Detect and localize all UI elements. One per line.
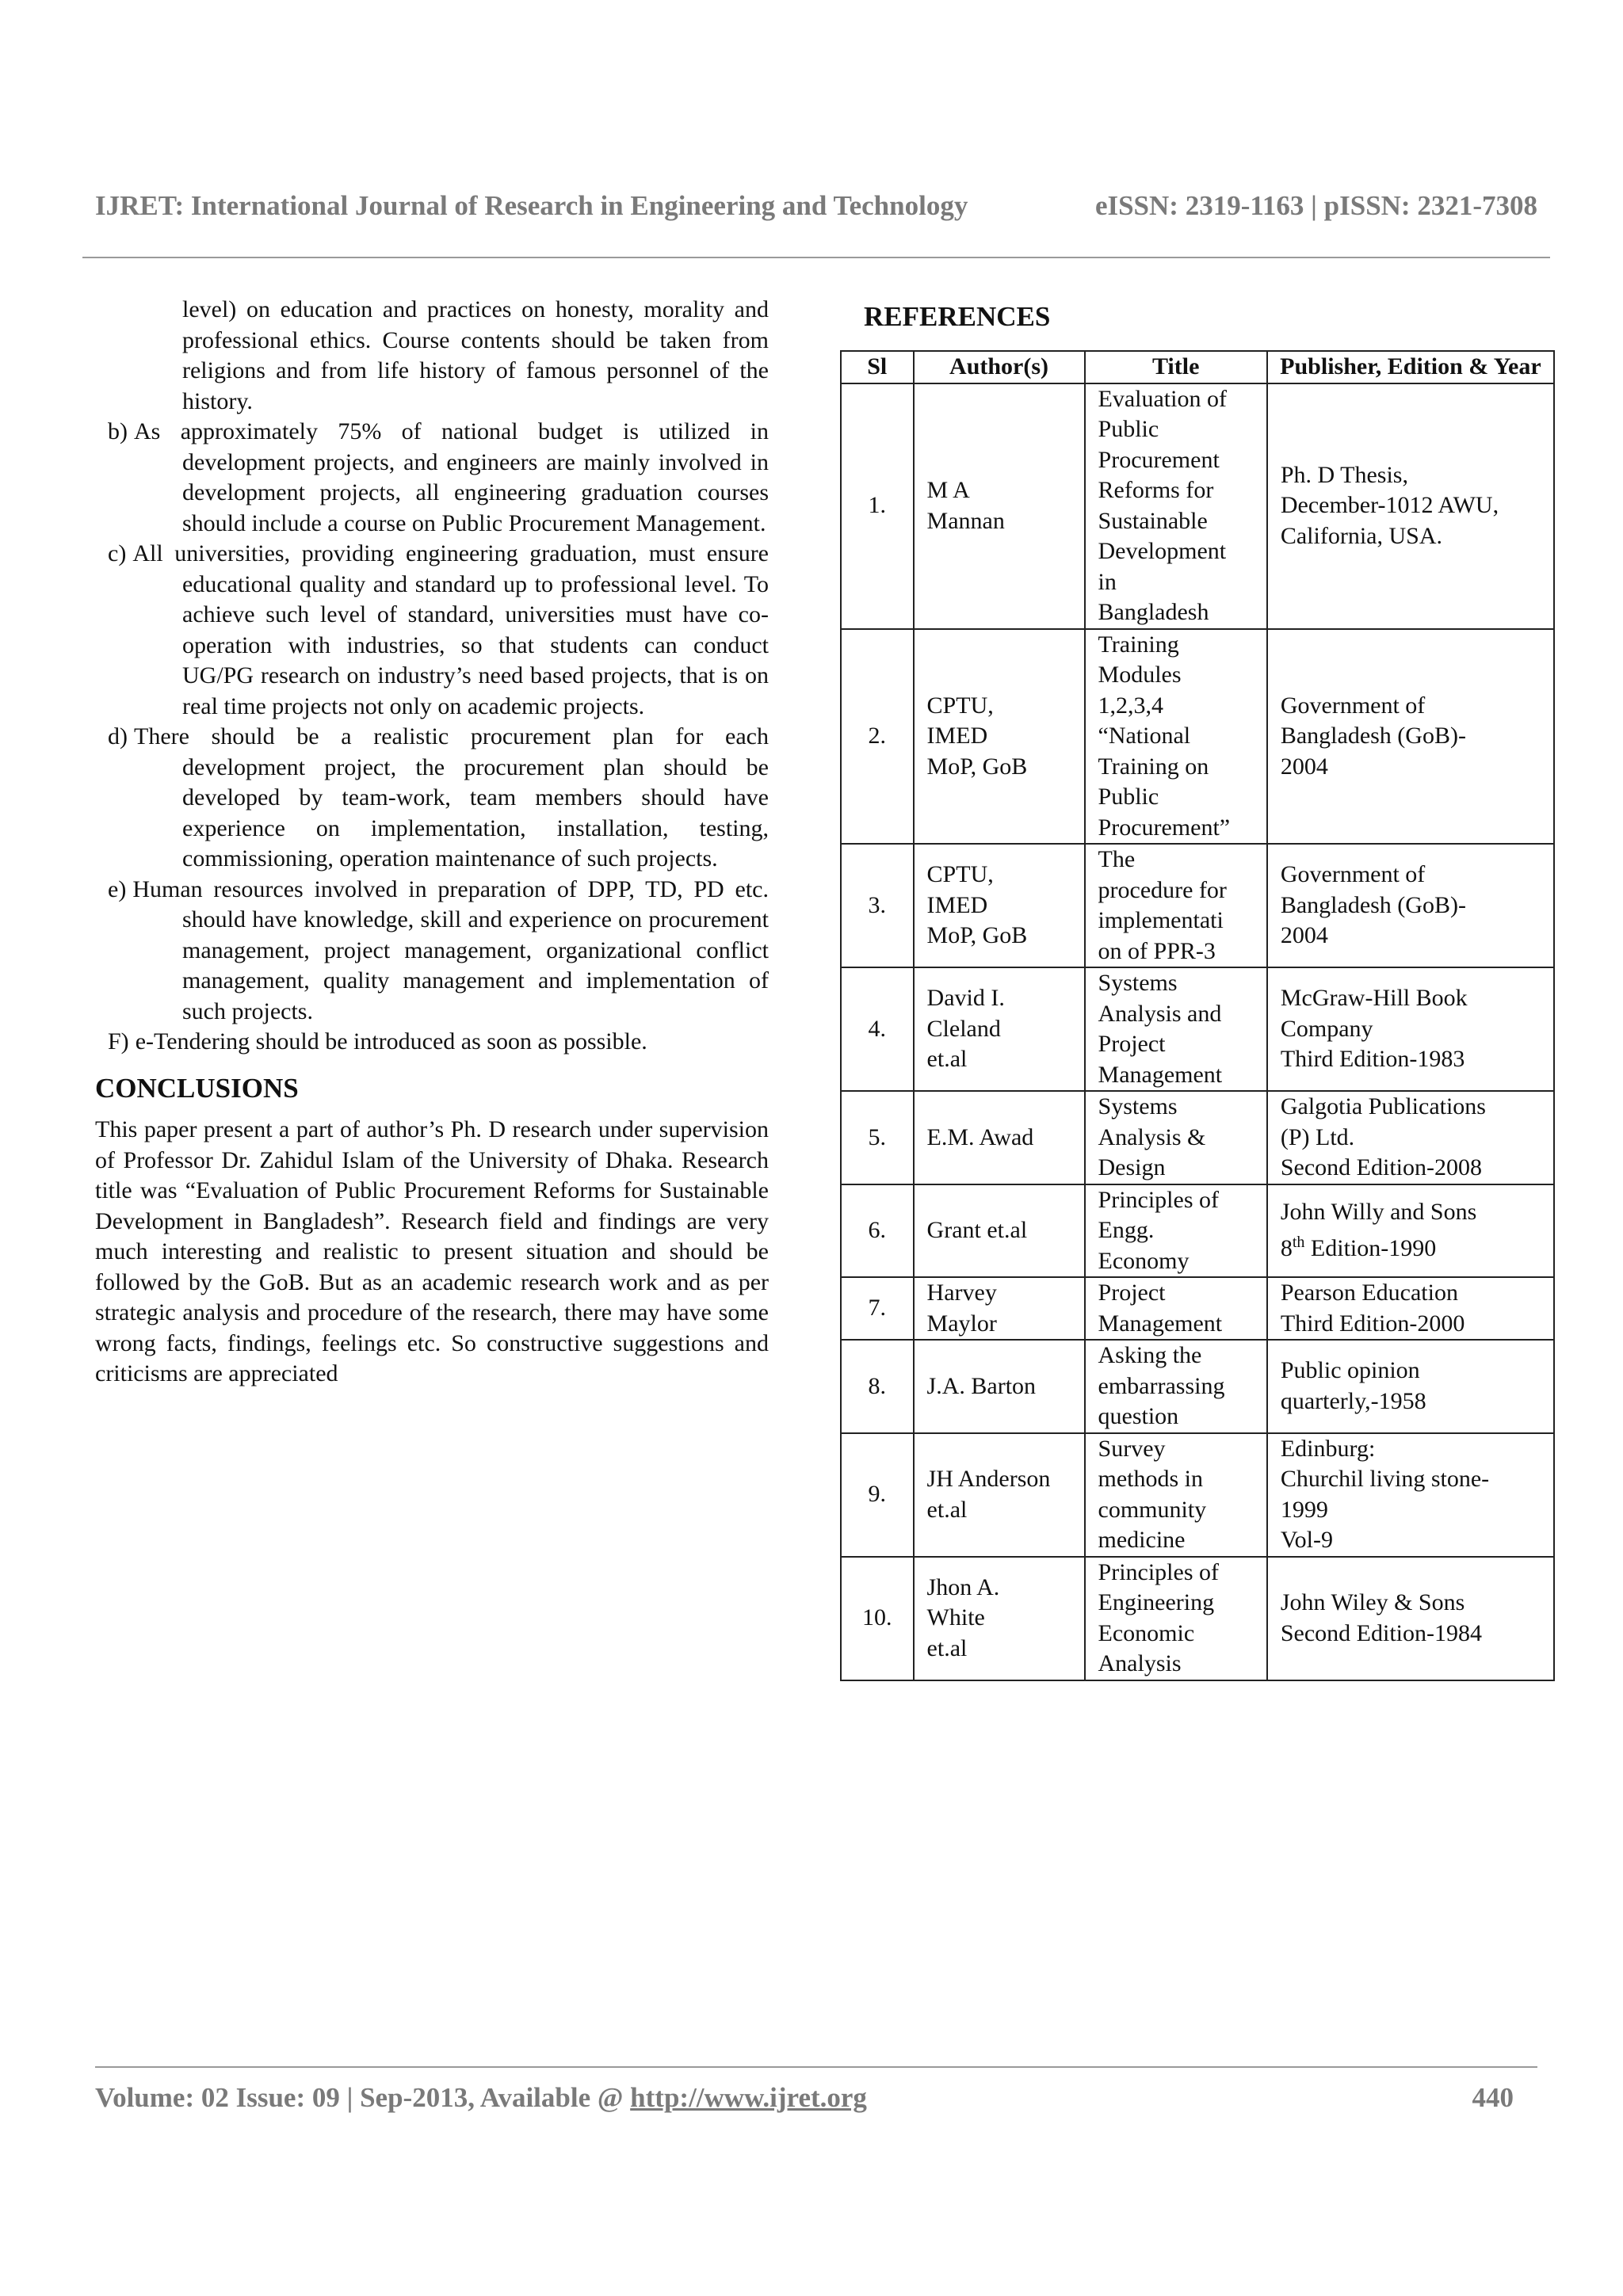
cell-publisher bbox=[1267, 1557, 1554, 1680]
table-row bbox=[841, 629, 1554, 845]
left-column bbox=[95, 295, 769, 1390]
cell-author-line: Grant et.al bbox=[926, 1217, 1028, 1243]
cell-author bbox=[914, 1091, 1085, 1184]
cell-title-line: Analysis bbox=[1098, 1650, 1182, 1676]
cell-title-line: Design bbox=[1098, 1154, 1166, 1180]
cell-title-line: Procurement” bbox=[1098, 814, 1231, 841]
right-column bbox=[840, 295, 1555, 1681]
cell-publisher-line: Second Edition-2008 bbox=[1280, 1154, 1482, 1180]
list-item-label: e) bbox=[108, 875, 127, 902]
table-header-row bbox=[841, 351, 1554, 383]
cell-publisher-line: Third Edition-2000 bbox=[1280, 1310, 1465, 1337]
cell-title-line: “National bbox=[1098, 723, 1191, 749]
recommendation-list bbox=[95, 417, 769, 1058]
cell-publisher-line: Public opinion bbox=[1280, 1357, 1420, 1384]
references-table-body bbox=[841, 383, 1554, 1680]
cell-author bbox=[914, 1184, 1085, 1278]
cell-sl: 7. bbox=[841, 1277, 914, 1340]
cell-title-line: Systems bbox=[1098, 1093, 1178, 1119]
cell-publisher-line: Government of bbox=[1280, 692, 1426, 719]
cell-publisher-line: McGraw-Hill Book bbox=[1280, 985, 1468, 1012]
cell-publisher-line: Company bbox=[1280, 1015, 1373, 1042]
cell-publisher-line: Bangladesh (GoB)- bbox=[1280, 723, 1466, 749]
cell-publisher bbox=[1267, 844, 1554, 967]
cell-publisher-line: Edinburg: bbox=[1280, 1435, 1376, 1462]
cell-sl: 6. bbox=[841, 1184, 914, 1278]
table-row bbox=[841, 1433, 1554, 1557]
table-row bbox=[841, 1557, 1554, 1680]
cell-author-line: MoP, GoB bbox=[926, 922, 1028, 949]
cell-sl: 8. bbox=[841, 1340, 914, 1433]
conclusions-paragraph: This paper present a part of author’s Ph. D research under supervision of Professor Dr. Zahidul Islam of the University of Dhaka. Research title was “Evaluation of Public Procurement Reforms for Sustainable Development in Bangladesh”. Research field and findings are very much interesting and realistic to present situation and should be followed by the GoB. But as an academic research work and as per strategic analysis and procedure of the research, there may have some wrong facts, findings, feelings etc. So constructive suggestions and criticisms are appreciated bbox=[95, 1116, 769, 1386]
list-item bbox=[108, 539, 769, 722]
cell-publisher-line: Vol-9 bbox=[1280, 1527, 1333, 1553]
cell-publisher-line: Churchil living stone- bbox=[1280, 1466, 1490, 1492]
cell-title-line: Management bbox=[1098, 1061, 1223, 1088]
running-footer bbox=[95, 2082, 1514, 2114]
cell-title-line: medicine bbox=[1098, 1527, 1186, 1553]
cell-title-line: Survey bbox=[1098, 1435, 1166, 1462]
cell-author-line: Cleland bbox=[926, 1015, 1001, 1042]
cell-publisher-line: 2004 bbox=[1280, 922, 1328, 949]
list-item-text: All universities, providing engineering graduation, must ensure educational quality and standard up to professional level. To achieve such level of standard, universities must have co-operation with industries, so that students can conduct UG/PG research on industry’s need based projects, that is on real time projects not only on academic projects. bbox=[132, 540, 769, 719]
cell-author-line: IMED bbox=[926, 723, 988, 749]
cell-author bbox=[914, 1277, 1085, 1340]
cell-author-line: JH Anderson bbox=[926, 1466, 1051, 1492]
cell-author bbox=[914, 967, 1085, 1091]
list-item-label: F) bbox=[108, 1028, 129, 1055]
cell-title-line: Development bbox=[1098, 538, 1227, 564]
cell-title-line: Evaluation of bbox=[1098, 385, 1227, 412]
cell-publisher-line: quarterly,-1958 bbox=[1280, 1387, 1426, 1414]
page-number: 440 bbox=[1472, 2082, 1514, 2113]
cell-title-line: Systems bbox=[1098, 970, 1178, 996]
table-row bbox=[841, 1340, 1554, 1433]
list-item-text: e-Tendering should be introduced as soon as possible. bbox=[135, 1028, 647, 1055]
cell-publisher bbox=[1267, 1091, 1554, 1184]
cell-title-line: Reforms for bbox=[1098, 477, 1214, 503]
cell-title-line: Project bbox=[1098, 1031, 1166, 1057]
cell-title-line: on of PPR-3 bbox=[1098, 937, 1216, 964]
cell-title-line: Public bbox=[1098, 784, 1159, 810]
cell-publisher-line: Bangladesh (GoB)- bbox=[1280, 891, 1466, 918]
cell-author bbox=[914, 844, 1085, 967]
cell-publisher-line: Ph. D Thesis, bbox=[1280, 461, 1408, 488]
cell-publisher-line: Government of bbox=[1280, 861, 1426, 888]
cell-publisher-line: John Wiley & Sons bbox=[1280, 1589, 1465, 1615]
cell-title-line: methods in bbox=[1098, 1466, 1204, 1492]
column-header-sl: Sl bbox=[841, 351, 914, 383]
cell-title bbox=[1085, 1277, 1267, 1340]
list-item bbox=[108, 417, 769, 539]
cell-publisher-line: December-1012 AWU, bbox=[1280, 492, 1499, 519]
cell-sl: 5. bbox=[841, 1091, 914, 1184]
cell-author-line: David I. bbox=[926, 985, 1005, 1012]
cell-title bbox=[1085, 1340, 1267, 1433]
cell-publisher-line: California, USA. bbox=[1280, 522, 1442, 549]
cell-author bbox=[914, 383, 1085, 629]
cell-title bbox=[1085, 383, 1267, 629]
cell-author bbox=[914, 1340, 1085, 1433]
cell-title bbox=[1085, 844, 1267, 967]
cell-title-line: embarrassing bbox=[1098, 1372, 1225, 1399]
cell-publisher-line: Pearson Education bbox=[1280, 1280, 1458, 1306]
cell-author-line: IMED bbox=[926, 891, 988, 918]
cell-sl: 10. bbox=[841, 1557, 914, 1680]
cell-publisher-line: Second Edition-1984 bbox=[1280, 1619, 1482, 1646]
cell-publisher bbox=[1267, 1277, 1554, 1340]
cell-title bbox=[1085, 1557, 1267, 1680]
cell-title-line: Management bbox=[1098, 1310, 1223, 1337]
cell-title-line: Public bbox=[1098, 416, 1159, 442]
conclusions-heading: CONCLUSIONS bbox=[95, 1072, 299, 1104]
cell-title-line: Economy bbox=[1098, 1247, 1190, 1274]
cell-title-line: Training bbox=[1098, 631, 1179, 658]
table-row bbox=[841, 1184, 1554, 1278]
cell-author-line: CPTU, bbox=[926, 861, 994, 888]
cell-title bbox=[1085, 967, 1267, 1091]
cell-title-line: implementati bbox=[1098, 907, 1224, 933]
cell-author bbox=[914, 1433, 1085, 1557]
cell-publisher bbox=[1267, 967, 1554, 1091]
cell-title bbox=[1085, 1091, 1267, 1184]
column-header-title: Title bbox=[1085, 351, 1267, 383]
cell-author-line: Maylor bbox=[926, 1310, 997, 1337]
cell-sl: 2. bbox=[841, 629, 914, 845]
cell-title-line: Principles of bbox=[1098, 1558, 1219, 1585]
cell-author-line: et.al bbox=[926, 1496, 968, 1523]
cell-title-line: Training on bbox=[1098, 753, 1209, 780]
cell-title-line: question bbox=[1098, 1403, 1179, 1429]
cell-sl: 4. bbox=[841, 967, 914, 1091]
cell-publisher bbox=[1267, 1433, 1554, 1557]
list-item bbox=[108, 875, 769, 1028]
list-item-label: c) bbox=[108, 540, 127, 566]
cell-publisher-line: 8th Edition-1990 bbox=[1280, 1234, 1437, 1262]
cell-publisher-line: 2004 bbox=[1280, 753, 1328, 780]
cell-author-line: J.A. Barton bbox=[926, 1372, 1037, 1399]
references-heading: REFERENCES bbox=[864, 301, 1051, 332]
references-table bbox=[840, 350, 1555, 1681]
volume-text: Volume: 02 Issue: 09 | Sep-2013, Available @ bbox=[95, 2082, 631, 2113]
cell-title-line: Sustainable bbox=[1098, 507, 1208, 534]
cell-author-line: CPTU, bbox=[926, 692, 994, 719]
list-item bbox=[108, 722, 769, 875]
cell-author-line: et.al bbox=[926, 1046, 968, 1073]
cell-publisher bbox=[1267, 383, 1554, 629]
column-header-authors: Author(s) bbox=[914, 351, 1085, 383]
cell-author-line: E.M. Awad bbox=[926, 1123, 1034, 1150]
cell-author-line: White bbox=[926, 1604, 985, 1631]
journal-url-link[interactable]: http://www.ijret.org bbox=[630, 2082, 867, 2113]
cell-title-line: Analysis & bbox=[1098, 1123, 1206, 1150]
table-row bbox=[841, 383, 1554, 629]
list-item-text: There should be a realistic procurement plan for each development project, the procurement plan should be developed by team-work, team members should have experience on implementation, installation, testing, commissioning, operation maintenance of such projects. bbox=[134, 723, 769, 871]
cell-publisher bbox=[1267, 629, 1554, 845]
issn-text: eISSN: 2319-1163 | pISSN: 2321-7308 bbox=[1094, 190, 1537, 221]
cell-publisher-line: Third Edition-1983 bbox=[1280, 1046, 1465, 1073]
cell-title-line: community bbox=[1098, 1496, 1207, 1523]
cell-publisher-line: (P) Ltd. bbox=[1280, 1123, 1355, 1150]
list-item bbox=[108, 1027, 769, 1058]
journal-title: IJRET: International Journal of Research in Engineering and Technology bbox=[95, 190, 968, 221]
cell-sl: 3. bbox=[841, 844, 914, 967]
cell-title-line: Engg. bbox=[1098, 1217, 1155, 1243]
cell-title-line: Modules bbox=[1098, 662, 1182, 688]
cell-publisher bbox=[1267, 1340, 1554, 1433]
list-item-text: As approximately 75% of national budget is utilized in development projects, and engineers are mainly involved in development projects, all engineering graduation courses should include a course on Public Procurement Management. bbox=[134, 418, 769, 536]
table-row bbox=[841, 844, 1554, 967]
cell-author-line: et.al bbox=[926, 1634, 968, 1661]
cell-author bbox=[914, 629, 1085, 845]
cell-publisher-line: 1999 bbox=[1280, 1496, 1328, 1523]
cell-title-line: Analysis and bbox=[1098, 1000, 1222, 1027]
cell-author bbox=[914, 1557, 1085, 1680]
cell-title-line: in bbox=[1098, 568, 1117, 595]
cell-title-line: Engineering bbox=[1098, 1589, 1215, 1615]
cell-publisher-line: John Willy and Sons bbox=[1280, 1198, 1477, 1225]
list-item-continuation: level) on education and practices on honesty, morality and professional ethics. Course contents should be taken from religions and from life history of famous personnel of the history. bbox=[182, 296, 769, 414]
header-rule bbox=[82, 257, 1550, 258]
cell-title-line: Bangladesh bbox=[1098, 599, 1209, 625]
cell-title bbox=[1085, 1433, 1267, 1557]
cell-sl: 9. bbox=[841, 1433, 914, 1557]
cell-author-line: Mannan bbox=[926, 507, 1005, 534]
cell-title-line: The bbox=[1098, 846, 1136, 872]
table-row bbox=[841, 1091, 1554, 1184]
cell-author-line: MoP, GoB bbox=[926, 753, 1028, 780]
cell-title bbox=[1085, 629, 1267, 845]
list-item-label: d) bbox=[108, 723, 128, 749]
cell-sl: 1. bbox=[841, 383, 914, 629]
cell-title-line: Procurement bbox=[1098, 446, 1220, 473]
cell-title-line: 1,2,3,4 bbox=[1098, 692, 1164, 719]
cell-author-line: Jhon A. bbox=[926, 1573, 1000, 1600]
cell-publisher bbox=[1267, 1184, 1554, 1278]
list-item-text: Human resources involved in preparation of DPP, TD, PD etc. should have knowledge, skill and experience on procurement management, project management, organizational conflict management, quality management and implementation of such projects. bbox=[132, 875, 769, 1024]
cell-title-line: Asking the bbox=[1098, 1342, 1202, 1368]
table-row bbox=[841, 1277, 1554, 1340]
cell-title-line: procedure for bbox=[1098, 876, 1227, 903]
list-item-label: b) bbox=[108, 418, 128, 444]
footer-rule bbox=[95, 2066, 1537, 2068]
column-header-publisher: Publisher, Edition & Year bbox=[1267, 351, 1554, 383]
cell-title-line: Project bbox=[1098, 1280, 1166, 1306]
cell-title bbox=[1085, 1184, 1267, 1278]
cell-title-line: Economic bbox=[1098, 1619, 1195, 1646]
cell-title-line: Principles of bbox=[1098, 1186, 1219, 1213]
cell-author-line: Harvey bbox=[926, 1280, 997, 1306]
table-row bbox=[841, 967, 1554, 1091]
cell-publisher-line: Galgotia Publications bbox=[1280, 1093, 1486, 1119]
cell-author-line: M A bbox=[926, 477, 970, 503]
